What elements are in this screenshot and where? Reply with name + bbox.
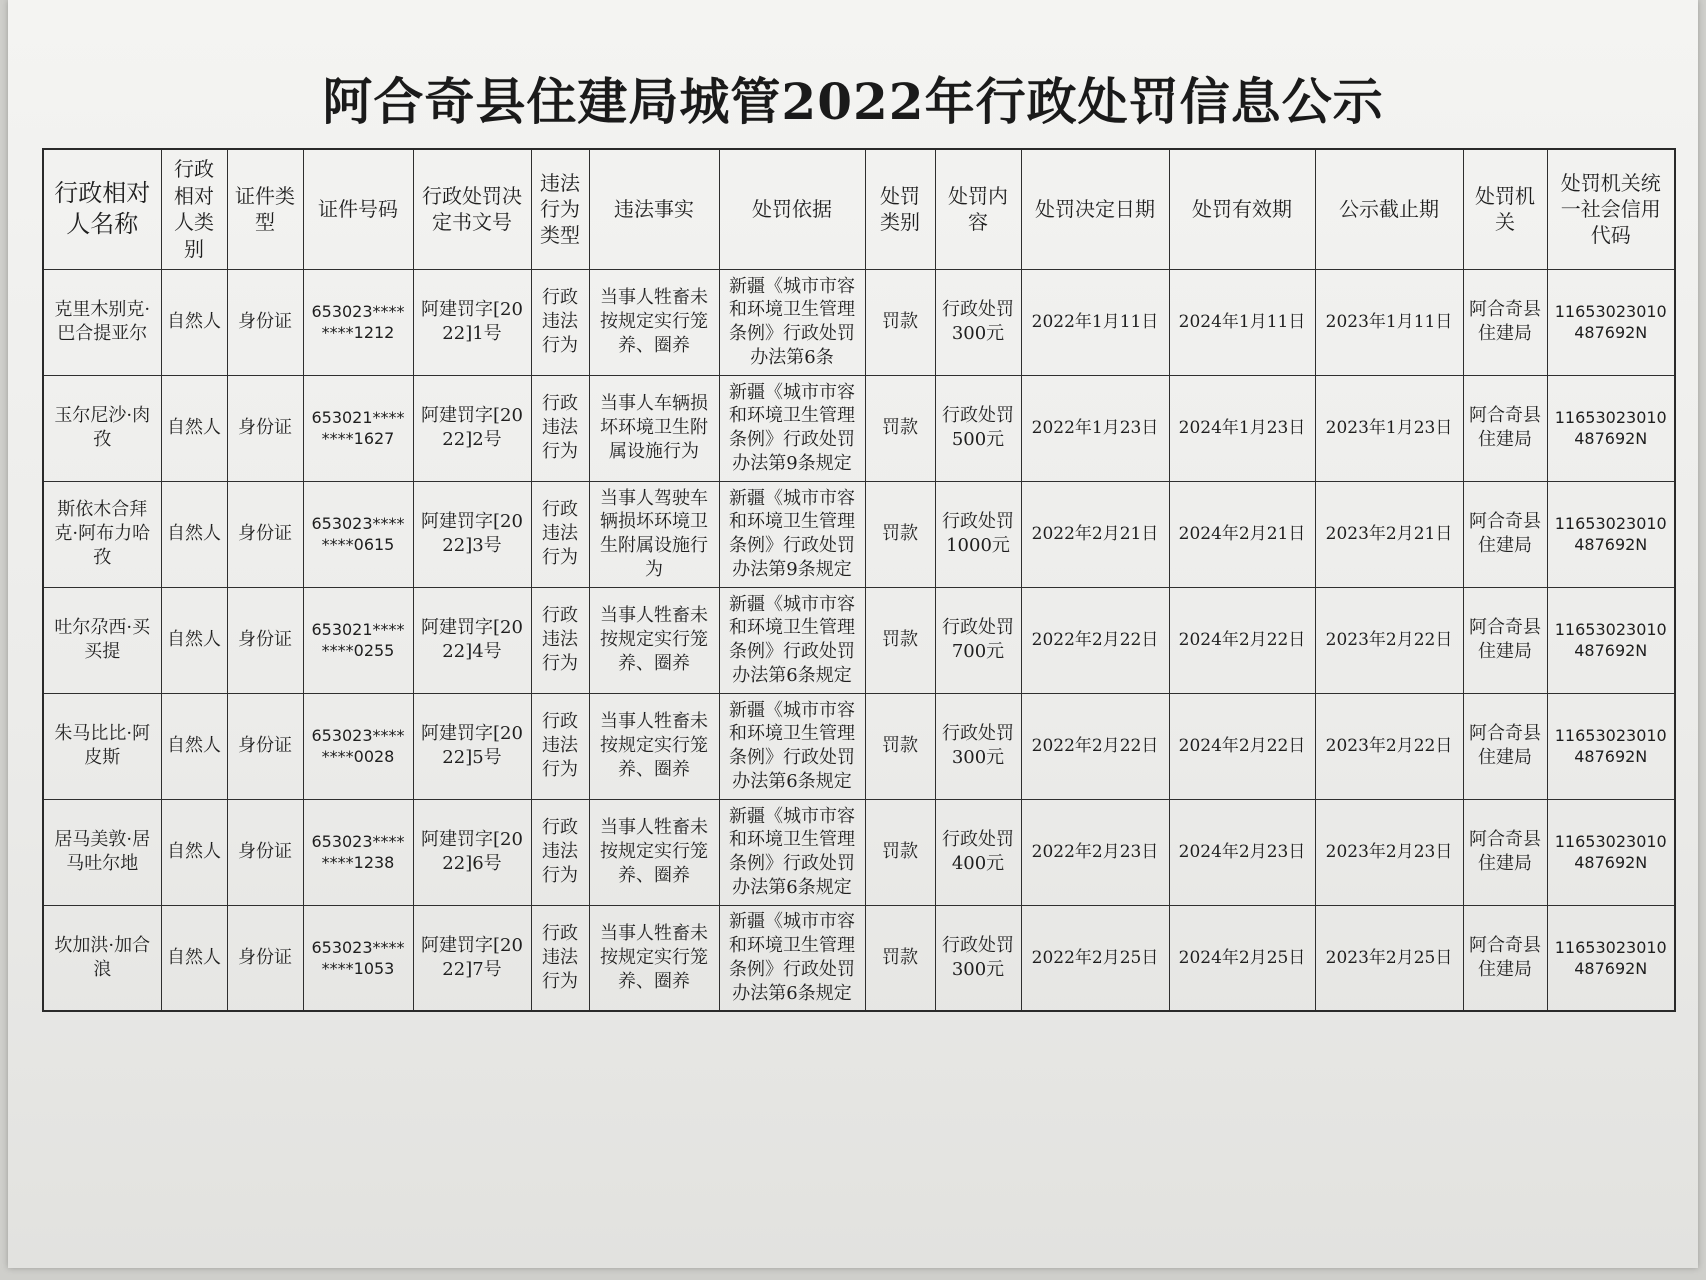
cell-id-type: 身份证 bbox=[227, 905, 303, 1011]
cell-decision-date: 2022年1月23日 bbox=[1021, 375, 1169, 481]
cell-basis: 新疆《城市市容和环境卫生管理条例》行政处罚办法第9条规定 bbox=[719, 481, 865, 587]
cell-doc-number: 阿建罚字[2022]2号 bbox=[413, 375, 531, 481]
cell-authority: 阿合奇县住建局 bbox=[1463, 905, 1547, 1011]
cell-id-number: 653023********1053 bbox=[303, 905, 413, 1011]
header-cell: 行政相对人名称 bbox=[43, 149, 161, 269]
cell-credit-code: 11653023010487692N bbox=[1547, 693, 1675, 799]
cell-publicity-end: 2023年1月11日 bbox=[1315, 269, 1463, 375]
cell-doc-number: 阿建罚字[2022]4号 bbox=[413, 587, 531, 693]
cell-penalty-content: 行政处罚700元 bbox=[935, 587, 1021, 693]
page-title: 阿合奇县住建局城管2022年行政处罚信息公示 bbox=[322, 72, 1384, 131]
header-cell: 处罚类别 bbox=[865, 149, 935, 269]
header-cell: 处罚决定日期 bbox=[1021, 149, 1169, 269]
cell-authority: 阿合奇县住建局 bbox=[1463, 587, 1547, 693]
cell-id-number: 653023********1212 bbox=[303, 269, 413, 375]
header-cell: 处罚内容 bbox=[935, 149, 1021, 269]
table-row bbox=[43, 905, 1675, 1011]
cell-publicity-end: 2023年2月21日 bbox=[1315, 481, 1463, 587]
header-cell: 行政相对人类别 bbox=[161, 149, 227, 269]
cell-decision-date: 2022年2月22日 bbox=[1021, 693, 1169, 799]
header-cell: 处罚机关 bbox=[1463, 149, 1547, 269]
cell-name: 居马美敦·居马吐尔地 bbox=[43, 799, 161, 905]
cell-decision-date: 2022年2月25日 bbox=[1021, 905, 1169, 1011]
table-row bbox=[43, 693, 1675, 799]
cell-authority: 阿合奇县住建局 bbox=[1463, 693, 1547, 799]
cell-penalty-content: 行政处罚400元 bbox=[935, 799, 1021, 905]
cell-category: 自然人 bbox=[161, 693, 227, 799]
cell-valid-until: 2024年2月21日 bbox=[1169, 481, 1315, 587]
cell-publicity-end: 2023年1月23日 bbox=[1315, 375, 1463, 481]
cell-basis: 新疆《城市市容和环境卫生管理条例》行政处罚办法第6条规定 bbox=[719, 799, 865, 905]
cell-facts: 当事人牲畜未按规定实行笼养、圈养 bbox=[589, 905, 719, 1011]
cell-id-type: 身份证 bbox=[227, 481, 303, 587]
cell-penalty-type: 罚款 bbox=[865, 481, 935, 587]
cell-name: 克里木别克·巴合提亚尔 bbox=[43, 269, 161, 375]
cell-violation-type: 行政违法行为 bbox=[531, 693, 589, 799]
document-page bbox=[8, 0, 1698, 1268]
cell-doc-number: 阿建罚字[2022]6号 bbox=[413, 799, 531, 905]
cell-penalty-content: 行政处罚300元 bbox=[935, 693, 1021, 799]
table-row bbox=[43, 269, 1675, 375]
cell-penalty-content: 行政处罚500元 bbox=[935, 375, 1021, 481]
cell-violation-type: 行政违法行为 bbox=[531, 269, 589, 375]
cell-valid-until: 2024年2月22日 bbox=[1169, 693, 1315, 799]
cell-id-number: 653021********1627 bbox=[303, 375, 413, 481]
cell-category: 自然人 bbox=[161, 799, 227, 905]
cell-doc-number: 阿建罚字[2022]5号 bbox=[413, 693, 531, 799]
cell-authority: 阿合奇县住建局 bbox=[1463, 481, 1547, 587]
cell-penalty-content: 行政处罚1000元 bbox=[935, 481, 1021, 587]
cell-name: 斯依木合拜克·阿布力哈孜 bbox=[43, 481, 161, 587]
cell-id-number: 653023********0615 bbox=[303, 481, 413, 587]
cell-id-type: 身份证 bbox=[227, 375, 303, 481]
cell-credit-code: 11653023010487692N bbox=[1547, 587, 1675, 693]
cell-valid-until: 2024年2月25日 bbox=[1169, 905, 1315, 1011]
header-cell: 处罚有效期 bbox=[1169, 149, 1315, 269]
cell-doc-number: 阿建罚字[2022]1号 bbox=[413, 269, 531, 375]
cell-penalty-type: 罚款 bbox=[865, 693, 935, 799]
cell-publicity-end: 2023年2月22日 bbox=[1315, 587, 1463, 693]
cell-decision-date: 2022年1月11日 bbox=[1021, 269, 1169, 375]
cell-id-type: 身份证 bbox=[227, 799, 303, 905]
cell-publicity-end: 2023年2月23日 bbox=[1315, 799, 1463, 905]
cell-penalty-type: 罚款 bbox=[865, 799, 935, 905]
cell-id-type: 身份证 bbox=[227, 587, 303, 693]
table-body bbox=[43, 269, 1675, 1011]
cell-authority: 阿合奇县住建局 bbox=[1463, 269, 1547, 375]
cell-category: 自然人 bbox=[161, 587, 227, 693]
header-cell: 处罚机关统一社会信用代码 bbox=[1547, 149, 1675, 269]
cell-decision-date: 2022年2月22日 bbox=[1021, 587, 1169, 693]
cell-facts: 当事人牲畜未按规定实行笼养、圈养 bbox=[589, 693, 719, 799]
cell-violation-type: 行政违法行为 bbox=[531, 375, 589, 481]
cell-basis: 新疆《城市市容和环境卫生管理条例》行政处罚办法第6条规定 bbox=[719, 905, 865, 1011]
cell-penalty-type: 罚款 bbox=[865, 269, 935, 375]
cell-decision-date: 2022年2月23日 bbox=[1021, 799, 1169, 905]
cell-name: 玉尔尼沙·肉孜 bbox=[43, 375, 161, 481]
cell-name: 坎加洪·加合浪 bbox=[43, 905, 161, 1011]
cell-publicity-end: 2023年2月22日 bbox=[1315, 693, 1463, 799]
cell-penalty-type: 罚款 bbox=[865, 905, 935, 1011]
header-cell: 违法事实 bbox=[589, 149, 719, 269]
cell-facts: 当事人牲畜未按规定实行笼养、圈养 bbox=[589, 269, 719, 375]
cell-facts: 当事人牲畜未按规定实行笼养、圈养 bbox=[589, 799, 719, 905]
cell-id-number: 653023********0028 bbox=[303, 693, 413, 799]
table-row bbox=[43, 799, 1675, 905]
cell-facts: 当事人牲畜未按规定实行笼养、圈养 bbox=[589, 587, 719, 693]
cell-penalty-content: 行政处罚300元 bbox=[935, 269, 1021, 375]
cell-name: 吐尔尕西·买买提 bbox=[43, 587, 161, 693]
header-cell: 证件类型 bbox=[227, 149, 303, 269]
cell-violation-type: 行政违法行为 bbox=[531, 481, 589, 587]
cell-valid-until: 2024年2月23日 bbox=[1169, 799, 1315, 905]
cell-basis: 新疆《城市市容和环境卫生管理条例》行政处罚办法第6条规定 bbox=[719, 587, 865, 693]
cell-credit-code: 11653023010487692N bbox=[1547, 481, 1675, 587]
cell-basis: 新疆《城市市容和环境卫生管理条例》行政处罚办法第6条规定 bbox=[719, 693, 865, 799]
penalty-table bbox=[42, 148, 1676, 1012]
cell-valid-until: 2024年1月11日 bbox=[1169, 269, 1315, 375]
cell-decision-date: 2022年2月21日 bbox=[1021, 481, 1169, 587]
table-header-row bbox=[43, 149, 1675, 269]
cell-category: 自然人 bbox=[161, 481, 227, 587]
header-cell: 行政处罚决定书文号 bbox=[413, 149, 531, 269]
table-row bbox=[43, 481, 1675, 587]
cell-category: 自然人 bbox=[161, 269, 227, 375]
header-cell: 公示截止期 bbox=[1315, 149, 1463, 269]
cell-facts: 当事人驾驶车辆损坏环境卫生附属设施行为 bbox=[589, 481, 719, 587]
cell-id-type: 身份证 bbox=[227, 269, 303, 375]
cell-id-number: 653023********1238 bbox=[303, 799, 413, 905]
cell-category: 自然人 bbox=[161, 905, 227, 1011]
cell-basis: 新疆《城市市容和环境卫生管理条例》行政处罚办法第6条 bbox=[719, 269, 865, 375]
header-cell: 违法行为类型 bbox=[531, 149, 589, 269]
cell-publicity-end: 2023年2月25日 bbox=[1315, 905, 1463, 1011]
cell-authority: 阿合奇县住建局 bbox=[1463, 799, 1547, 905]
cell-credit-code: 11653023010487692N bbox=[1547, 799, 1675, 905]
cell-credit-code: 11653023010487692N bbox=[1547, 269, 1675, 375]
header-cell: 证件号码 bbox=[303, 149, 413, 269]
cell-penalty-type: 罚款 bbox=[865, 587, 935, 693]
cell-credit-code: 11653023010487692N bbox=[1547, 905, 1675, 1011]
cell-name: 朱马比比·阿皮斯 bbox=[43, 693, 161, 799]
cell-valid-until: 2024年1月23日 bbox=[1169, 375, 1315, 481]
cell-facts: 当事人车辆损坏环境卫生附属设施行为 bbox=[589, 375, 719, 481]
cell-penalty-content: 行政处罚300元 bbox=[935, 905, 1021, 1011]
cell-penalty-type: 罚款 bbox=[865, 375, 935, 481]
cell-credit-code: 11653023010487692N bbox=[1547, 375, 1675, 481]
cell-violation-type: 行政违法行为 bbox=[531, 905, 589, 1011]
cell-doc-number: 阿建罚字[2022]3号 bbox=[413, 481, 531, 587]
table-row bbox=[43, 375, 1675, 481]
cell-violation-type: 行政违法行为 bbox=[531, 799, 589, 905]
cell-category: 自然人 bbox=[161, 375, 227, 481]
table-row bbox=[43, 587, 1675, 693]
header-cell: 处罚依据 bbox=[719, 149, 865, 269]
cell-doc-number: 阿建罚字[2022]7号 bbox=[413, 905, 531, 1011]
cell-valid-until: 2024年2月22日 bbox=[1169, 587, 1315, 693]
cell-authority: 阿合奇县住建局 bbox=[1463, 375, 1547, 481]
cell-basis: 新疆《城市市容和环境卫生管理条例》行政处罚办法第9条规定 bbox=[719, 375, 865, 481]
cell-violation-type: 行政违法行为 bbox=[531, 587, 589, 693]
cell-id-number: 653021********0255 bbox=[303, 587, 413, 693]
cell-id-type: 身份证 bbox=[227, 693, 303, 799]
